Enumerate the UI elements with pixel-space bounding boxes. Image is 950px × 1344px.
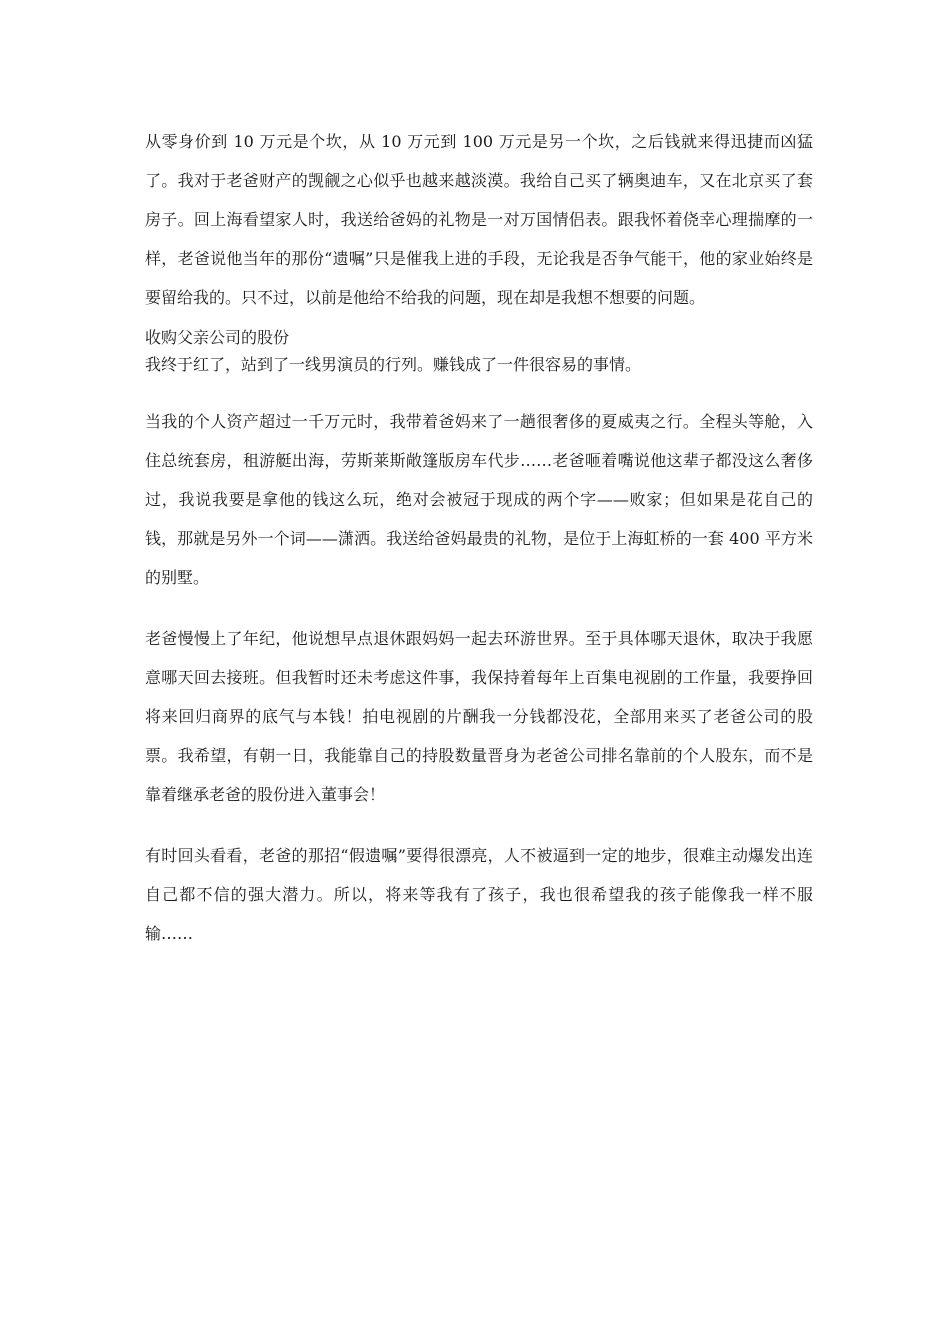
paragraph-reflection: 有时回头看看，老爸的那招“假遗嘱”要得很漂亮，人不被逼到一定的地步，很难主动爆发出连自己都不信的强大潜力。所以，将来等我有了孩子，我也很希望我的孩子能像我一样不服输……	[145, 846, 813, 943]
paragraph-wealth-growth: 从零身价到 10 万元是个坎，从 10 万元到 100 万元是另一个坎，之后钱就来得迅捷而凶猛了。我对于老爸财产的觊觎之心似乎也越来越淡漠。我给自己买了辆奥迪车，又在北京买了套房子。回上海看望家人时，我送给爸妈的礼物是一对万国情侣表。跟我怀着侥幸心理揣摩的一样，老爸说他当年的那份“遗嘱”只是催我上进的手段，无论我是否争气能干，他的家业始终是要留给我的。只不过，以前是他给不给我的问题，现在却是我想不想要的问题。	[145, 132, 813, 307]
document-body	[145, 122, 813, 953]
paragraph-became-famous: 我终于红了，站到了一线男演员的行列。赚钱成了一件很容易的事情。	[145, 355, 642, 374]
paragraph-buying-shares: 老爸慢慢上了年纪，他说想早点退休跟妈妈一起去环游世界。至于具体哪天退休，取决于我愿意哪天回去接班。但我暂时还未考虑这件事，我保持着每年上百集电视剧的工作量，我要挣回将来回归商界的底气与本钱！拍电视剧的片酬我一分钱都没花，全部用来买了老爸公司的股票。我希望，有朝一日，我能靠自己的持股数量晋身为老爸公司排名靠前的个人股东，而不是靠着继承老爸的股份进入董事会！	[145, 629, 813, 804]
section-heading: 收购父亲公司的股份	[145, 328, 290, 347]
paragraph-hawaii-trip: 当我的个人资产超过一千万元时，我带着爸妈来了一趟很奢侈的夏威夷之行。全程头等舱，入住总统套房，租游艇出海，劳斯莱斯敞篷版房车代步……老爸咂着嘴说他这辈子都没这么奢侈过，我说我要是拿他的钱这么玩，绝对会被冠于现成的两个字——败家；但如果是花自己的钱，那就是另外一个词——潇洒。我送给爸妈最贵的礼物，是位于上海虹桥的一套 400 平方米的别墅。	[145, 412, 813, 587]
